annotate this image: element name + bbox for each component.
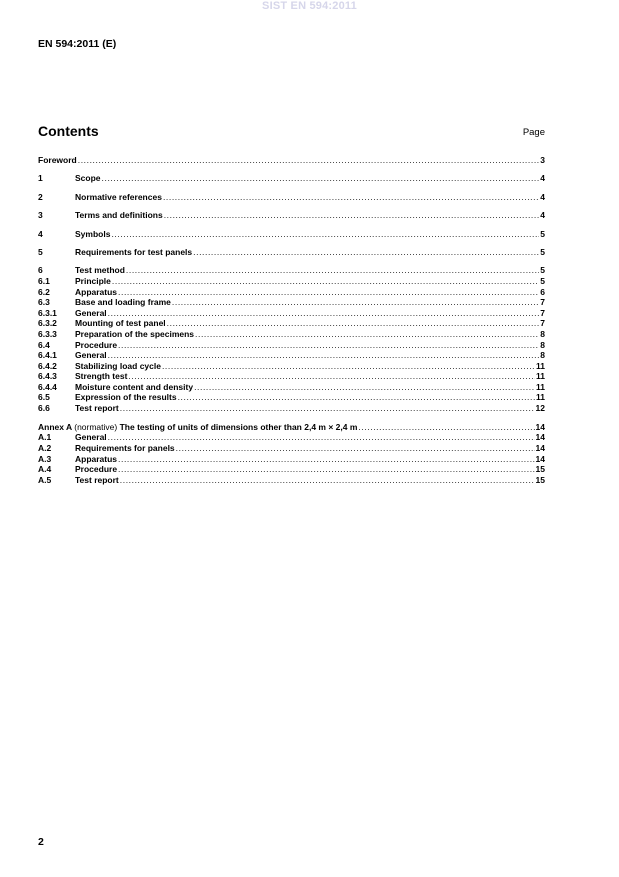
toc-page: 12 — [535, 403, 545, 414]
toc-page: 5 — [540, 265, 545, 276]
toc-page: 15 — [535, 474, 545, 485]
toc-entry-6-2[interactable] — [38, 287, 545, 298]
toc-page: 11 — [536, 392, 545, 403]
dot-leader — [128, 371, 535, 382]
toc-title: General — [75, 307, 107, 318]
toc-page: 7 — [540, 318, 545, 329]
toc-title: Procedure — [75, 464, 118, 475]
toc-title: Expression of the results — [75, 392, 177, 403]
toc-title: Principle — [75, 275, 111, 286]
toc-entry-6-4[interactable] — [38, 340, 545, 351]
toc-number: 5 — [38, 246, 43, 257]
toc-entry-6[interactable] — [38, 265, 545, 276]
annex-title: The testing of units of dimensions other than 2,4 m × 2,4 m — [119, 421, 358, 432]
contents-title: Contents — [38, 123, 99, 139]
dot-leader — [118, 340, 539, 351]
toc-number: 6.3 — [38, 297, 50, 308]
toc-title: Apparatus — [75, 286, 118, 297]
toc-number: A.2 — [38, 443, 52, 454]
toc-number: 4 — [38, 228, 43, 239]
toc-page: 8 — [540, 350, 545, 361]
toc-title: Foreword — [38, 155, 77, 165]
toc-title: Base and loading frame — [75, 297, 171, 308]
toc-page: 3 — [540, 155, 545, 165]
watermark: SIST EN 594:2011 — [262, 0, 357, 12]
toc-title: Apparatus — [75, 453, 118, 464]
toc-page: 6 — [540, 286, 545, 297]
toc-number: 6.4 — [38, 339, 50, 350]
toc-number: 6.2 — [38, 286, 50, 297]
toc-entry-6-5[interactable] — [38, 392, 545, 403]
toc-page: 14 — [535, 421, 545, 432]
dot-leader — [108, 308, 540, 319]
dot-leader — [193, 247, 539, 258]
dot-leader — [126, 265, 539, 276]
dot-leader — [120, 403, 535, 414]
dot-leader — [111, 229, 539, 240]
toc-title: Procedure — [75, 339, 118, 350]
toc-number: A.4 — [38, 464, 52, 475]
dot-leader — [120, 475, 535, 486]
dot-leader — [176, 443, 535, 454]
toc-entry-a-4[interactable] — [38, 464, 545, 475]
page-column-label: Page — [522, 127, 545, 138]
toc-page: 14 — [535, 432, 545, 443]
toc-title: Test report — [75, 403, 119, 414]
toc-title: Strength test — [75, 371, 128, 382]
toc-page: 14 — [535, 443, 545, 454]
toc-title: General — [75, 350, 107, 361]
toc-title: Normative references — [75, 191, 162, 202]
toc-page: 7 — [540, 297, 545, 308]
toc-title: Test method — [75, 265, 125, 276]
toc-title: Test report — [75, 474, 119, 485]
toc-title: Scope — [75, 173, 101, 184]
toc-page: 4 — [540, 191, 545, 202]
toc-number: 6.6 — [38, 403, 50, 414]
toc-title — [38, 422, 357, 433]
dot-leader — [167, 318, 540, 329]
toc-page: 15 — [535, 464, 545, 475]
toc-number: 6.4.1 — [38, 350, 57, 361]
toc-page: 11 — [536, 381, 545, 392]
page-number: 2 — [38, 836, 44, 848]
toc-entry-5[interactable] — [38, 247, 545, 258]
toc-title: Requirements for test panels — [75, 246, 193, 257]
toc-page: 4 — [540, 210, 545, 221]
toc-entry-6-3[interactable] — [38, 297, 545, 308]
dot-leader — [108, 350, 540, 361]
toc-page: 5 — [540, 246, 545, 257]
toc-number: 6.1 — [38, 275, 50, 286]
toc-entry-a-2[interactable] — [38, 443, 545, 454]
toc-page: 8 — [540, 328, 545, 339]
toc-entry-6-4-2[interactable] — [38, 361, 545, 372]
dot-leader — [112, 276, 539, 287]
toc-page: 5 — [540, 275, 545, 286]
toc-number: 6.4.2 — [38, 360, 57, 371]
toc-entry-a-1[interactable] — [38, 432, 545, 443]
toc-title: Terms and definitions — [75, 210, 163, 221]
toc-title: Symbols — [75, 228, 111, 239]
dot-leader — [172, 297, 539, 308]
toc-entry-3[interactable] — [38, 210, 545, 221]
toc-number: A.5 — [38, 474, 52, 485]
toc-title: Preparation of the specimens — [75, 328, 195, 339]
toc-number: A.1 — [38, 432, 52, 443]
toc-number: 6.4.3 — [38, 371, 57, 382]
toc-number: 6.3.3 — [38, 328, 57, 339]
toc-number: 1 — [38, 173, 43, 184]
dot-leader — [163, 192, 539, 203]
dot-leader — [194, 382, 535, 393]
toc-page: 11 — [536, 371, 545, 382]
dot-leader — [358, 422, 534, 433]
toc-number: A.3 — [38, 453, 52, 464]
toc-number: 6 — [38, 265, 43, 276]
toc-entry-2[interactable] — [38, 192, 545, 203]
toc-entry-6-6[interactable] — [38, 403, 545, 414]
toc-title: Mounting of test panel — [75, 318, 166, 329]
toc-number: 6.4.4 — [38, 381, 57, 392]
toc-number: 6.3.1 — [38, 307, 57, 318]
dot-leader — [195, 329, 539, 340]
toc-page: 7 — [540, 307, 545, 318]
toc-page: 5 — [540, 228, 545, 239]
toc-page: 8 — [540, 339, 545, 350]
toc-number: 6.5 — [38, 392, 50, 403]
dot-leader — [178, 392, 535, 403]
toc-number: 6.3.2 — [38, 318, 57, 329]
toc-entry-6-3-1[interactable] — [38, 308, 545, 319]
annex-prefix: Annex A — [38, 421, 72, 432]
toc-page: 4 — [540, 173, 545, 184]
dot-leader — [102, 173, 540, 184]
toc-entry-6-1[interactable] — [38, 276, 545, 287]
toc-entry-1[interactable] — [38, 173, 545, 184]
toc-entry-a-5[interactable] — [38, 475, 545, 486]
document-id: EN 594:2011 (E) — [38, 38, 117, 50]
toc-entry-6-4-1[interactable] — [38, 350, 545, 361]
toc-entry-6-4-3[interactable] — [38, 371, 545, 382]
toc-title: Requirements for panels — [75, 443, 175, 454]
toc-page: 11 — [536, 360, 545, 371]
toc-entry-6-3-3[interactable] — [38, 329, 545, 340]
dot-leader — [118, 454, 534, 465]
toc-entry-foreword[interactable] — [38, 155, 545, 166]
toc-title: Stabilizing load cycle — [75, 360, 161, 371]
toc-entry-6-4-4[interactable] — [38, 382, 545, 393]
toc-entry-6-3-2[interactable] — [38, 318, 545, 329]
toc-page: 14 — [535, 453, 545, 464]
annex-qualifier: (normative) — [74, 421, 118, 432]
dot-leader — [108, 432, 535, 443]
toc-entry-4[interactable] — [38, 229, 545, 240]
toc-entry-annex-a[interactable] — [38, 422, 545, 433]
toc-number: 2 — [38, 191, 43, 202]
table-of-contents — [38, 155, 545, 485]
toc-title: Moisture content and density — [75, 381, 194, 392]
dot-leader — [118, 287, 539, 298]
toc-title: General — [75, 432, 107, 443]
dot-leader — [118, 464, 534, 475]
toc-number: 3 — [38, 210, 43, 221]
dot-leader — [164, 210, 540, 221]
toc-entry-a-3[interactable] — [38, 454, 545, 465]
dot-leader — [162, 361, 535, 372]
dot-leader — [78, 155, 540, 166]
